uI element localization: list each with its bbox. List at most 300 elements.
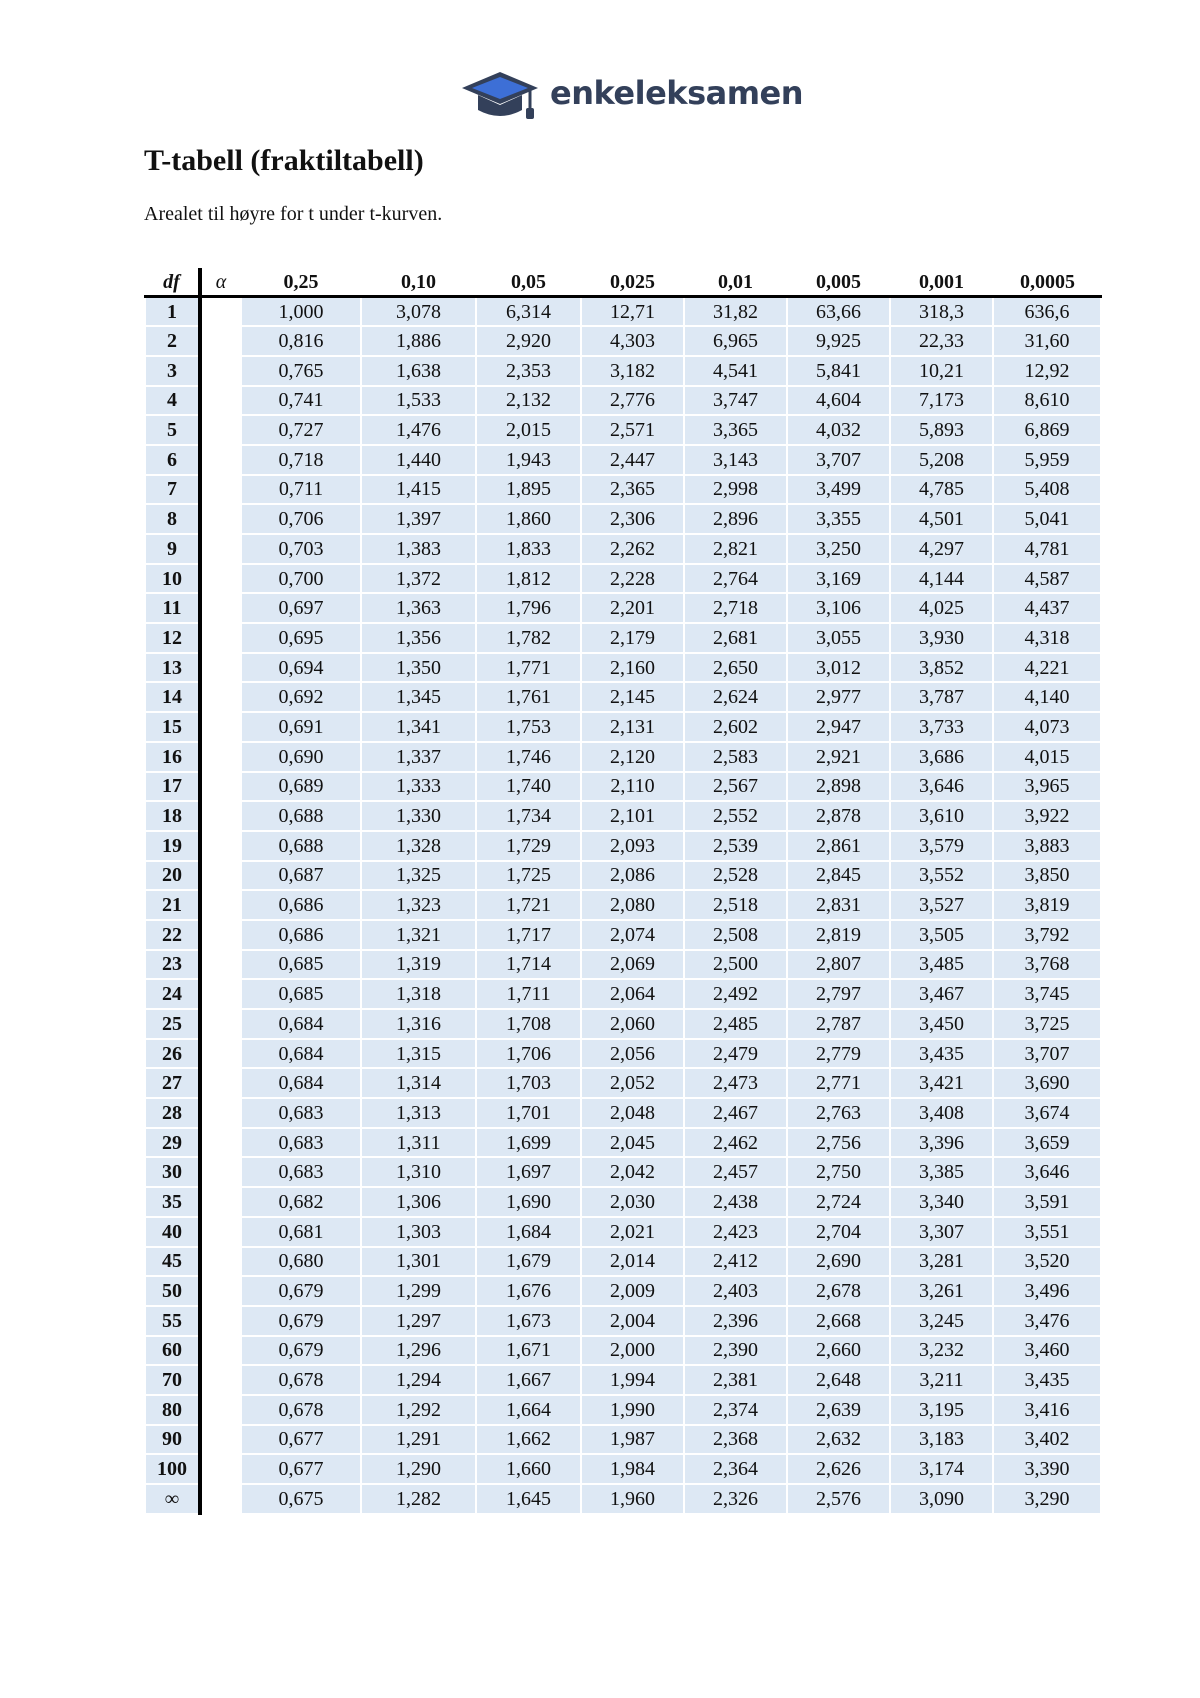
value-cell: 2,724 <box>787 1187 890 1217</box>
value-cell: 1,323 <box>361 890 476 920</box>
value-cell: 1,671 <box>476 1336 581 1366</box>
value-cell: 6,869 <box>993 415 1101 445</box>
df-cell: 45 <box>145 1247 200 1277</box>
value-cell: 2,021 <box>581 1217 684 1247</box>
table-row <box>145 1395 1101 1425</box>
df-cell: 4 <box>145 386 200 416</box>
table-row <box>145 950 1101 980</box>
value-cell: 4,073 <box>993 712 1101 742</box>
value-cell: 3,174 <box>890 1454 993 1484</box>
value-cell: 1,311 <box>361 1128 476 1158</box>
value-cell: 1,314 <box>361 1068 476 1098</box>
value-cell: 1,638 <box>361 356 476 386</box>
graduation-cap-icon <box>458 68 542 128</box>
df-cell: 29 <box>145 1128 200 1158</box>
value-cell: 2,624 <box>684 682 787 712</box>
value-cell: 0,678 <box>241 1365 361 1395</box>
value-cell: 3,646 <box>890 772 993 802</box>
table-row <box>145 475 1101 505</box>
value-cell: 2,457 <box>684 1157 787 1187</box>
value-cell: 7,173 <box>890 386 993 416</box>
value-cell: 2,052 <box>581 1068 684 1098</box>
value-cell: 3,505 <box>890 920 993 950</box>
value-cell: 3,143 <box>684 445 787 475</box>
value-cell: 3,408 <box>890 1098 993 1128</box>
df-cell: 20 <box>145 861 200 891</box>
alpha-spacer-cell <box>200 1157 241 1187</box>
value-cell: 2,947 <box>787 712 890 742</box>
value-cell: 2,718 <box>684 593 787 623</box>
table-row <box>145 1009 1101 1039</box>
value-cell: 2,030 <box>581 1187 684 1217</box>
alpha-spacer-cell <box>200 682 241 712</box>
value-cell: 3,768 <box>993 950 1101 980</box>
value-cell: 0,686 <box>241 890 361 920</box>
value-cell: 1,296 <box>361 1336 476 1366</box>
value-cell: 1,886 <box>361 326 476 356</box>
value-cell: 0,675 <box>241 1484 361 1514</box>
brand-name: enkeleksamen <box>550 74 804 112</box>
table-header-row <box>145 268 1101 297</box>
table-row <box>145 712 1101 742</box>
value-cell: 3,012 <box>787 653 890 683</box>
value-cell: 3,707 <box>787 445 890 475</box>
value-cell: 1,684 <box>476 1217 581 1247</box>
df-cell: 70 <box>145 1365 200 1395</box>
value-cell: 2,004 <box>581 1306 684 1336</box>
value-cell: 1,895 <box>476 475 581 505</box>
df-cell: 2 <box>145 326 200 356</box>
alpha-spacer-cell <box>200 1276 241 1306</box>
value-cell: 2,539 <box>684 831 787 861</box>
value-cell: 10,21 <box>890 356 993 386</box>
df-cell: 55 <box>145 1306 200 1336</box>
value-cell: 2,056 <box>581 1039 684 1069</box>
value-cell: 2,776 <box>581 386 684 416</box>
value-cell: 2,086 <box>581 861 684 891</box>
df-cell: 26 <box>145 1039 200 1069</box>
value-cell: 0,677 <box>241 1454 361 1484</box>
value-cell: 2,110 <box>581 772 684 802</box>
table-row <box>145 801 1101 831</box>
value-cell: 2,650 <box>684 653 787 683</box>
table-row <box>145 1365 1101 1395</box>
table-row <box>145 623 1101 653</box>
value-cell: 1,328 <box>361 831 476 861</box>
table-row <box>145 831 1101 861</box>
value-cell: 1,363 <box>361 593 476 623</box>
value-cell: 2,101 <box>581 801 684 831</box>
alpha-spacer-cell <box>200 1009 241 1039</box>
value-cell: 4,221 <box>993 653 1101 683</box>
alpha-spacer-cell <box>200 979 241 1009</box>
value-cell: 3,450 <box>890 1009 993 1039</box>
value-cell: 3,476 <box>993 1306 1101 1336</box>
value-cell: 0,684 <box>241 1009 361 1039</box>
value-cell: 4,297 <box>890 534 993 564</box>
value-cell: 3,707 <box>993 1039 1101 1069</box>
value-cell: 0,703 <box>241 534 361 564</box>
value-cell: 2,602 <box>684 712 787 742</box>
value-cell: 2,787 <box>787 1009 890 1039</box>
df-cell: 14 <box>145 682 200 712</box>
alpha-spacer-cell <box>200 712 241 742</box>
value-cell: 3,055 <box>787 623 890 653</box>
table-row <box>145 653 1101 683</box>
value-cell: 1,415 <box>361 475 476 505</box>
value-cell: 1,440 <box>361 445 476 475</box>
value-cell: 0,689 <box>241 772 361 802</box>
value-cell: 2,500 <box>684 950 787 980</box>
value-cell: 0,700 <box>241 564 361 594</box>
value-cell: 3,496 <box>993 1276 1101 1306</box>
value-cell: 4,587 <box>993 564 1101 594</box>
value-cell: 4,541 <box>684 356 787 386</box>
value-cell: 2,898 <box>787 772 890 802</box>
value-cell: 2,473 <box>684 1068 787 1098</box>
value-cell: 3,106 <box>787 593 890 623</box>
value-cell: 1,721 <box>476 890 581 920</box>
value-cell: 2,831 <box>787 890 890 920</box>
alpha-spacer-cell <box>200 1425 241 1455</box>
value-cell: 2,771 <box>787 1068 890 1098</box>
value-cell: 1,356 <box>361 623 476 653</box>
value-cell: 1,294 <box>361 1365 476 1395</box>
value-cell: 1,325 <box>361 861 476 891</box>
value-cell: 2,764 <box>684 564 787 594</box>
value-cell: 0,678 <box>241 1395 361 1425</box>
value-cell: 31,60 <box>993 326 1101 356</box>
table-row <box>145 1484 1101 1514</box>
alpha-level-header: 0,10 <box>361 268 476 297</box>
value-cell: 2,120 <box>581 742 684 772</box>
value-cell: 1,771 <box>476 653 581 683</box>
alpha-spacer-cell <box>200 1098 241 1128</box>
value-cell: 3,435 <box>993 1365 1101 1395</box>
value-cell: 0,681 <box>241 1217 361 1247</box>
value-cell: 2,861 <box>787 831 890 861</box>
alpha-level-header: 0,25 <box>241 268 361 297</box>
value-cell: 1,812 <box>476 564 581 594</box>
table-row <box>145 593 1101 623</box>
value-cell: 2,365 <box>581 475 684 505</box>
value-cell: 2,306 <box>581 504 684 534</box>
value-cell: 1,345 <box>361 682 476 712</box>
value-cell: 2,681 <box>684 623 787 653</box>
value-cell: 5,841 <box>787 356 890 386</box>
df-cell: 40 <box>145 1217 200 1247</box>
value-cell: 2,704 <box>787 1217 890 1247</box>
value-cell: 1,318 <box>361 979 476 1009</box>
value-cell: 2,528 <box>684 861 787 891</box>
value-cell: 1,660 <box>476 1454 581 1484</box>
value-cell: 1,662 <box>476 1425 581 1455</box>
value-cell: 0,687 <box>241 861 361 891</box>
value-cell: 3,745 <box>993 979 1101 1009</box>
value-cell: 2,368 <box>684 1425 787 1455</box>
table-row <box>145 1306 1101 1336</box>
value-cell: 3,340 <box>890 1187 993 1217</box>
value-cell: 1,679 <box>476 1247 581 1277</box>
value-cell: 3,965 <box>993 772 1101 802</box>
value-cell: 4,318 <box>993 623 1101 653</box>
df-cell: 17 <box>145 772 200 802</box>
table-row <box>145 1217 1101 1247</box>
value-cell: 0,679 <box>241 1306 361 1336</box>
value-cell: 8,610 <box>993 386 1101 416</box>
value-cell: 2,423 <box>684 1217 787 1247</box>
table-row <box>145 861 1101 891</box>
value-cell: 3,551 <box>993 1217 1101 1247</box>
value-cell: 1,761 <box>476 682 581 712</box>
value-cell: 0,684 <box>241 1068 361 1098</box>
value-cell: 3,674 <box>993 1098 1101 1128</box>
alpha-spacer-cell <box>200 831 241 861</box>
value-cell: 2,060 <box>581 1009 684 1039</box>
value-cell: 3,659 <box>993 1128 1101 1158</box>
df-cell: 60 <box>145 1336 200 1366</box>
value-cell: 2,447 <box>581 445 684 475</box>
value-cell: 1,310 <box>361 1157 476 1187</box>
value-cell: 3,355 <box>787 504 890 534</box>
df-cell: 24 <box>145 979 200 1009</box>
value-cell: 2,821 <box>684 534 787 564</box>
value-cell: 2,131 <box>581 712 684 742</box>
value-cell: 0,683 <box>241 1157 361 1187</box>
df-cell: 80 <box>145 1395 200 1425</box>
alpha-spacer-cell <box>200 1306 241 1336</box>
value-cell: 1,990 <box>581 1395 684 1425</box>
value-cell: 1,994 <box>581 1365 684 1395</box>
value-cell: 2,998 <box>684 475 787 505</box>
value-cell: 2,485 <box>684 1009 787 1039</box>
value-cell: 4,781 <box>993 534 1101 564</box>
alpha-spacer-cell <box>200 1336 241 1366</box>
value-cell: 0,741 <box>241 386 361 416</box>
value-cell: 1,703 <box>476 1068 581 1098</box>
value-cell: 2,326 <box>684 1484 787 1514</box>
value-cell: 2,262 <box>581 534 684 564</box>
value-cell: 3,281 <box>890 1247 993 1277</box>
value-cell: 1,645 <box>476 1484 581 1514</box>
table-row <box>145 1247 1101 1277</box>
value-cell: 1,690 <box>476 1187 581 1217</box>
alpha-level-header: 0,005 <box>787 268 890 297</box>
value-cell: 3,579 <box>890 831 993 861</box>
value-cell: 2,518 <box>684 890 787 920</box>
value-cell: 0,706 <box>241 504 361 534</box>
value-cell: 2,045 <box>581 1128 684 1158</box>
df-cell: 16 <box>145 742 200 772</box>
value-cell: 1,397 <box>361 504 476 534</box>
table-row <box>145 415 1101 445</box>
table-row <box>145 890 1101 920</box>
table-row <box>145 445 1101 475</box>
value-cell: 318,3 <box>890 297 993 327</box>
value-cell: 6,314 <box>476 297 581 327</box>
value-cell: 2,552 <box>684 801 787 831</box>
alpha-spacer-cell <box>200 1068 241 1098</box>
value-cell: 3,610 <box>890 801 993 831</box>
alpha-spacer-cell <box>200 1217 241 1247</box>
df-cell: ∞ <box>145 1484 200 1514</box>
value-cell: 3,686 <box>890 742 993 772</box>
value-cell: 0,692 <box>241 682 361 712</box>
alpha-spacer-cell <box>200 415 241 445</box>
value-cell: 3,211 <box>890 1365 993 1395</box>
value-cell: 1,301 <box>361 1247 476 1277</box>
value-cell: 1,701 <box>476 1098 581 1128</box>
df-cell: 7 <box>145 475 200 505</box>
alpha-spacer-cell <box>200 297 241 327</box>
value-cell: 3,930 <box>890 623 993 653</box>
value-cell: 2,626 <box>787 1454 890 1484</box>
value-cell: 1,313 <box>361 1098 476 1128</box>
value-cell: 0,765 <box>241 356 361 386</box>
value-cell: 3,690 <box>993 1068 1101 1098</box>
alpha-spacer-cell <box>200 920 241 950</box>
value-cell: 0,697 <box>241 593 361 623</box>
value-cell: 2,690 <box>787 1247 890 1277</box>
df-cell: 3 <box>145 356 200 386</box>
alpha-spacer-cell <box>200 742 241 772</box>
value-cell: 3,182 <box>581 356 684 386</box>
value-cell: 3,922 <box>993 801 1101 831</box>
value-cell: 2,412 <box>684 1247 787 1277</box>
value-cell: 1,725 <box>476 861 581 891</box>
df-cell: 8 <box>145 504 200 534</box>
value-cell: 1,282 <box>361 1484 476 1514</box>
value-cell: 5,959 <box>993 445 1101 475</box>
value-cell: 2,374 <box>684 1395 787 1425</box>
value-cell: 1,676 <box>476 1276 581 1306</box>
value-cell: 2,074 <box>581 920 684 950</box>
value-cell: 2,479 <box>684 1039 787 1069</box>
df-column-header: df <box>145 268 200 297</box>
value-cell: 3,552 <box>890 861 993 891</box>
alpha-spacer-cell <box>200 534 241 564</box>
table-row <box>145 682 1101 712</box>
value-cell: 2,132 <box>476 386 581 416</box>
value-cell: 1,292 <box>361 1395 476 1425</box>
alpha-spacer-cell <box>200 445 241 475</box>
value-cell: 1,667 <box>476 1365 581 1395</box>
t-table <box>144 268 1102 1515</box>
value-cell: 1,000 <box>241 297 361 327</box>
value-cell: 0,816 <box>241 326 361 356</box>
value-cell: 1,833 <box>476 534 581 564</box>
df-cell: 9 <box>145 534 200 564</box>
df-cell: 21 <box>145 890 200 920</box>
value-cell: 2,064 <box>581 979 684 1009</box>
table-row <box>145 1157 1101 1187</box>
df-cell: 28 <box>145 1098 200 1128</box>
value-cell: 2,014 <box>581 1247 684 1277</box>
alpha-level-header: 0,05 <box>476 268 581 297</box>
value-cell: 2,179 <box>581 623 684 653</box>
value-cell: 2,364 <box>684 1454 787 1484</box>
alpha-spacer-cell <box>200 593 241 623</box>
value-cell: 3,852 <box>890 653 993 683</box>
value-cell: 3,520 <box>993 1247 1101 1277</box>
value-cell: 4,501 <box>890 504 993 534</box>
page-title: T-tabell (fraktiltabell) <box>144 144 424 177</box>
value-cell: 2,508 <box>684 920 787 950</box>
value-cell: 1,717 <box>476 920 581 950</box>
df-cell: 35 <box>145 1187 200 1217</box>
value-cell: 1,321 <box>361 920 476 950</box>
value-cell: 1,372 <box>361 564 476 594</box>
value-cell: 2,462 <box>684 1128 787 1158</box>
alpha-spacer-cell <box>200 1128 241 1158</box>
value-cell: 2,093 <box>581 831 684 861</box>
table-row <box>145 1454 1101 1484</box>
value-cell: 1,664 <box>476 1395 581 1425</box>
value-cell: 1,860 <box>476 504 581 534</box>
value-cell: 1,291 <box>361 1425 476 1455</box>
value-cell: 1,315 <box>361 1039 476 1069</box>
value-cell: 3,527 <box>890 890 993 920</box>
value-cell: 3,169 <box>787 564 890 594</box>
alpha-level-header: 0,0005 <box>993 268 1101 297</box>
value-cell: 3,460 <box>993 1336 1101 1366</box>
value-cell: 3,485 <box>890 950 993 980</box>
value-cell: 1,350 <box>361 653 476 683</box>
value-cell: 1,330 <box>361 801 476 831</box>
value-cell: 2,042 <box>581 1157 684 1187</box>
value-cell: 1,984 <box>581 1454 684 1484</box>
value-cell: 2,048 <box>581 1098 684 1128</box>
value-cell: 3,591 <box>993 1187 1101 1217</box>
value-cell: 2,750 <box>787 1157 890 1187</box>
df-cell: 12 <box>145 623 200 653</box>
value-cell: 2,228 <box>581 564 684 594</box>
value-cell: 1,337 <box>361 742 476 772</box>
value-cell: 1,319 <box>361 950 476 980</box>
table-row <box>145 742 1101 772</box>
value-cell: 2,648 <box>787 1365 890 1395</box>
value-cell: 0,679 <box>241 1336 361 1366</box>
table-row <box>145 1068 1101 1098</box>
value-cell: 1,753 <box>476 712 581 742</box>
value-cell: 0,685 <box>241 979 361 1009</box>
value-cell: 5,893 <box>890 415 993 445</box>
df-cell: 15 <box>145 712 200 742</box>
value-cell: 2,819 <box>787 920 890 950</box>
alpha-spacer-cell <box>200 861 241 891</box>
value-cell: 2,797 <box>787 979 890 1009</box>
value-cell: 0,685 <box>241 950 361 980</box>
value-cell: 2,160 <box>581 653 684 683</box>
alpha-spacer-cell <box>200 386 241 416</box>
df-cell: 18 <box>145 801 200 831</box>
table-row <box>145 1098 1101 1128</box>
value-cell: 3,365 <box>684 415 787 445</box>
value-cell: 1,708 <box>476 1009 581 1039</box>
value-cell: 1,290 <box>361 1454 476 1484</box>
value-cell: 1,746 <box>476 742 581 772</box>
value-cell: 0,679 <box>241 1276 361 1306</box>
alpha-level-header: 0,025 <box>581 268 684 297</box>
alpha-spacer-cell <box>200 653 241 683</box>
value-cell: 0,682 <box>241 1187 361 1217</box>
value-cell: 1,297 <box>361 1306 476 1336</box>
alpha-spacer-cell <box>200 326 241 356</box>
value-cell: 1,943 <box>476 445 581 475</box>
value-cell: 1,673 <box>476 1306 581 1336</box>
value-cell: 3,250 <box>787 534 890 564</box>
value-cell: 0,683 <box>241 1128 361 1158</box>
